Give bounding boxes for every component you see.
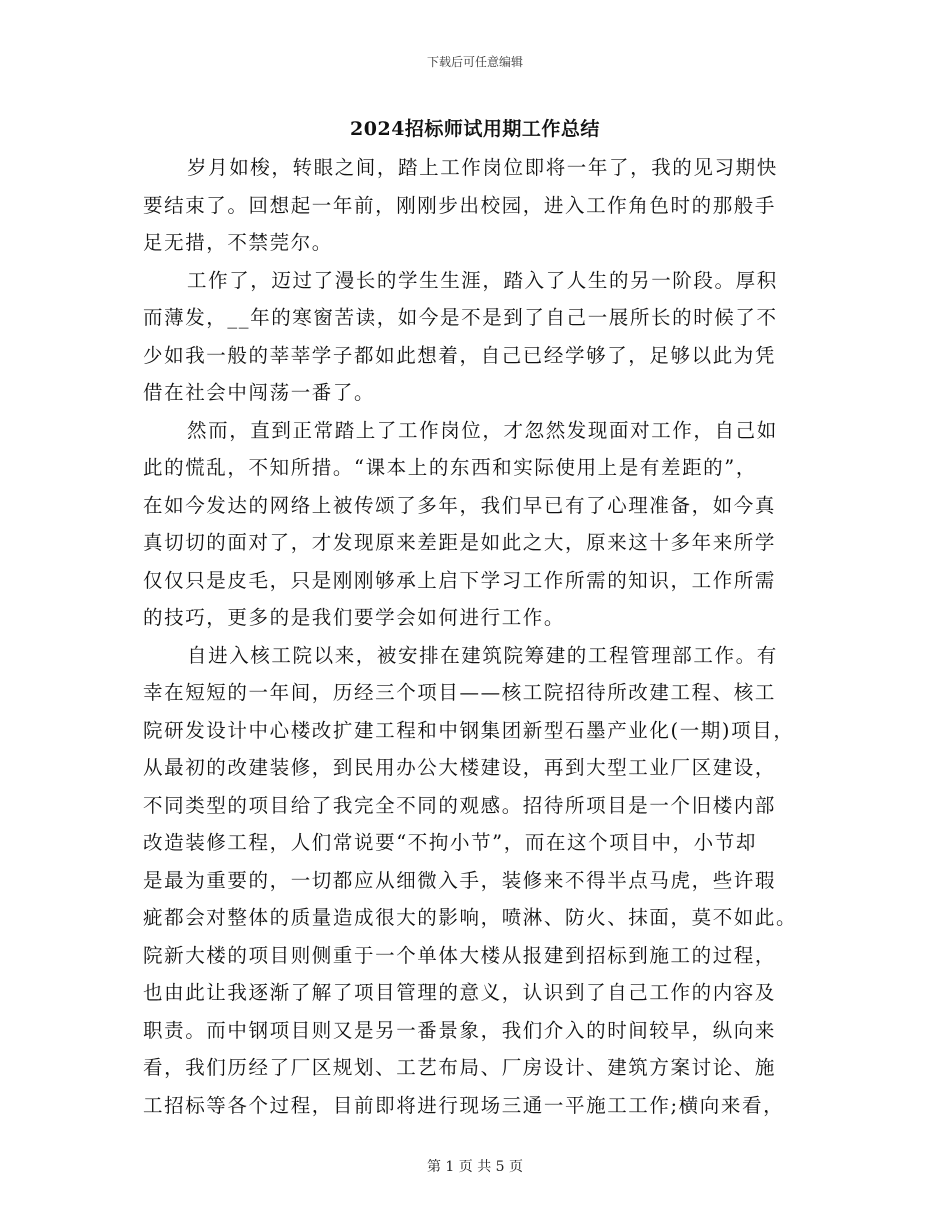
- paragraph-4-line-7: 是最为重要的，一切都应从细微入手，装修来不得半点马虎，些许瑕: [143, 868, 777, 892]
- paragraph-3-line-1: 然而，直到正常踏上了工作岗位，才忽然发现面对工作，自己如: [187, 418, 778, 442]
- paragraph-4-line-3: 院研发设计中心楼改扩建工程和中钢集团新型石墨产业化(一期)项目，: [143, 718, 795, 742]
- paragraph-1-line-2: 要结束了。回想起一年前，刚刚步出校园，进入工作角色时的那般手: [143, 193, 777, 217]
- paragraph-4-line-12: 看，我们历经了厂区规划、工艺布局、厂房设计、建筑方案讨论、施: [143, 1056, 777, 1079]
- paragraph-4-line-2: 幸在短短的一年间，历经三个项目——核工院招待所改建工程、核工: [143, 681, 777, 704]
- paragraph-3-line-3: 在如今发达的网络上被传颂了多年，我们早已有了心理准备，如今真: [143, 493, 777, 517]
- paragraph-2-line-4: 借在社会中闯荡一番了。: [143, 381, 376, 404]
- paragraph-3-line-5: 仅仅只是皮毛，只是刚刚够承上启下学习工作所需的知识，工作所需: [143, 568, 777, 592]
- document-body: [143, 149, 813, 1124]
- paragraph-4-line-6: 改造装修工程，人们常说要“不拘小节”，而在这个项目中，小节却: [143, 831, 757, 854]
- paragraph-4-line-1: 自进入核工院以来，被安排在建筑院筹建的工程管理部工作。有: [187, 643, 778, 667]
- paragraph-4-line-5: 不同类型的项目给了我完全不同的观感。招待所项目是一个旧楼内部: [143, 793, 777, 817]
- paragraph-2-line-2: 而薄发，__年的寒窗苦读，如今是不是到了自己一展所长的时候了不: [143, 306, 778, 329]
- paragraph-3-line-6: 的技巧，更多的是我们要学会如何进行工作。: [143, 606, 566, 629]
- document-title: 2024招标师试用期工作总结: [350, 118, 600, 140]
- page-number: 第 1 页 共 5 页: [426, 1159, 524, 1175]
- paragraph-4-line-11: 职责。而中钢项目则又是另一番景象，我们介入的时间较早，纵向来: [143, 1018, 777, 1042]
- paragraph-1-line-3: 足无措，不禁莞尔。: [143, 231, 333, 254]
- paragraph-4-line-9: 院新大楼的项目则侧重于一个单体大楼从报建到招标到施工的过程，: [143, 943, 777, 967]
- paragraph-3-line-2: 此的慌乱，不知所措。“课本上的东西和实际使用上是有差距的”，: [143, 456, 757, 479]
- paragraph-3-line-4: 真切切的面对了，才发现原来差距是如此之大，原来这十多年来所学: [143, 531, 777, 554]
- paragraph-2-line-1: 工作了，迈过了漫长的学生生涯，踏入了人生的另一阶段。厚积: [187, 268, 778, 292]
- paragraph-4-line-13: 工招标等各个过程，目前即将进行现场三通一平施工工作;横向来看，: [143, 1093, 785, 1117]
- paragraph-4-line-10: 也由此让我逐渐了解了项目管理的意义，认识到了自己工作的内容及: [143, 981, 777, 1004]
- header-note: 下载后可任意编辑: [426, 55, 523, 69]
- paragraph-1-line-1: 岁月如梭，转眼之间，踏上工作岗位即将一年了，我的见习期快: [187, 156, 778, 179]
- paragraph-4-line-8: 疵都会对整体的质量造成很大的影响，喷淋、防火、抹面，莫不如此。: [143, 906, 798, 929]
- paragraph-2-line-3: 少如我一般的莘莘学子都如此想着，自己已经学够了，足够以此为凭: [143, 343, 777, 367]
- paragraph-4-line-4: 从最初的改建装修，到民用办公大楼建设，再到大型工业厂区建设，: [143, 756, 777, 779]
